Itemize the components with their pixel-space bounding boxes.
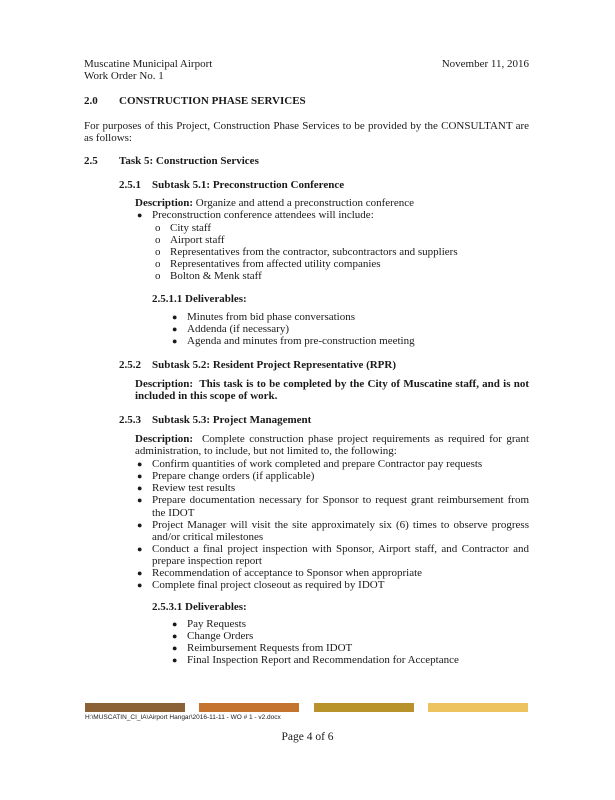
bullet-icon: ●: [137, 471, 143, 482]
subtask-number: 2.5.3: [119, 414, 141, 426]
deliverables-title: 2.5.1.1 Deliverables:: [152, 293, 247, 305]
bullet-icon: ●: [137, 519, 143, 530]
section-intro: For purposes of this Project, Construction Phase Services to be provided by the CONSULTANT are as follows:: [84, 120, 529, 145]
list-item: Representatives from affected utility companies: [170, 258, 381, 270]
list-item: Bolton & Menk staff: [170, 270, 262, 282]
description-text: Organize and attend a preconstruction conference: [195, 197, 414, 209]
bullet-icon: ●: [172, 631, 178, 641]
bullet-icon: ●: [172, 324, 178, 334]
bullet-icon: ●: [172, 643, 178, 653]
list-item: Prepare change orders (if applicable): [152, 470, 315, 483]
description-text: Description: This task is to be completed by the City of Muscatine staff, and is not included in this scope of work.: [135, 378, 529, 403]
bullet-icon: ●: [137, 567, 143, 578]
subtask-title: Subtask 5.3: Project Management: [152, 414, 312, 426]
circle-bullet-icon: o: [155, 234, 161, 246]
subtask-number: 2.5.2: [119, 359, 141, 371]
bullet-icon: ●: [172, 336, 178, 346]
bullet-icon: ●: [172, 655, 178, 665]
subtask-number: 2.5.1: [119, 179, 141, 191]
section-number: 2.0: [84, 95, 98, 107]
list-item: Confirm quantities of work completed and prepare Contractor pay requests: [152, 458, 483, 470]
list-item: Agenda and minutes from pre-construction meeting: [187, 335, 415, 347]
list-item: Final Inspection Report and Recommendation for Acceptance: [187, 654, 459, 666]
footer-color-bar: [428, 703, 528, 712]
bullet-icon: ●: [137, 210, 143, 220]
bullet-icon: ●: [137, 495, 143, 506]
deliverables-title: 2.5.3.1 Deliverables:: [152, 601, 247, 613]
bullet-icon: ●: [137, 580, 143, 590]
circle-bullet-icon: o: [155, 258, 161, 270]
bullet-text: Preconstruction conference attendees will include:: [152, 209, 374, 221]
circle-bullet-icon: o: [155, 246, 161, 258]
task-title: Task 5: Construction Services: [119, 155, 259, 167]
list-item: Prepare documentation necessary for Sponsor to request grant reimbursement from the IDOT: [152, 494, 529, 519]
task-number: 2.5: [84, 155, 98, 167]
list-item: Addenda (if necessary): [187, 323, 290, 335]
list-item: Recommendation of acceptance to Sponsor when appropriate: [152, 566, 423, 579]
header-org: Muscatine Municipal Airport: [84, 58, 213, 70]
footer-file-path: H:\MUSCATIN_CI_IA\Airport Hangar\2016-11-11 - WO # 1 - v2.docx: [85, 714, 281, 721]
description-text: Description: Complete construction phase project requirements as required for grant administration, to include, but not limited to, the following:: [135, 433, 529, 458]
header-work-order: Work Order No. 1: [84, 70, 164, 82]
bullet-icon: ●: [137, 483, 143, 494]
footer-color-bar: [85, 703, 185, 712]
subtask-title: Subtask 5.1: Preconstruction Conference: [152, 179, 345, 191]
bullet-icon: ●: [137, 459, 143, 469]
list-item: City staff: [170, 222, 212, 234]
list-item: Minutes from bid phase conversations: [187, 311, 356, 323]
list-item: Complete final project closeout as required by IDOT: [152, 579, 385, 591]
footer-color-bar: [199, 703, 299, 712]
page-number: Page 4 of 6: [281, 731, 334, 743]
subtask-title: Subtask 5.2: Resident Project Representative (RPR): [152, 359, 397, 371]
circle-bullet-icon: o: [155, 270, 161, 282]
footer-color-bar: [314, 703, 414, 712]
bullet-icon: ●: [172, 619, 178, 629]
bullet-icon: ●: [137, 543, 143, 554]
section-title: CONSTRUCTION PHASE SERVICES: [119, 95, 306, 107]
header-date: November 11, 2016: [441, 58, 529, 70]
list-item: Representatives from the contractor, subcontractors and suppliers: [170, 246, 458, 258]
list-item: Project Manager will visit the site approximately six (6) times to observe progress and/or critical milestones: [152, 518, 529, 543]
list-item: Change Orders: [187, 630, 254, 642]
list-item: Pay Requests: [187, 618, 246, 630]
list-item: Review test results: [152, 482, 236, 495]
circle-bullet-icon: o: [155, 222, 161, 234]
list-item: Reimbursement Requests from IDOT: [187, 642, 353, 654]
list-item: Airport staff: [170, 234, 225, 246]
bullet-icon: ●: [172, 312, 178, 322]
list-item: Conduct a final project inspection with Sponsor, Airport staff, and Contractor and prepare inspection report: [152, 542, 529, 568]
description-label: Description:: [135, 197, 194, 209]
